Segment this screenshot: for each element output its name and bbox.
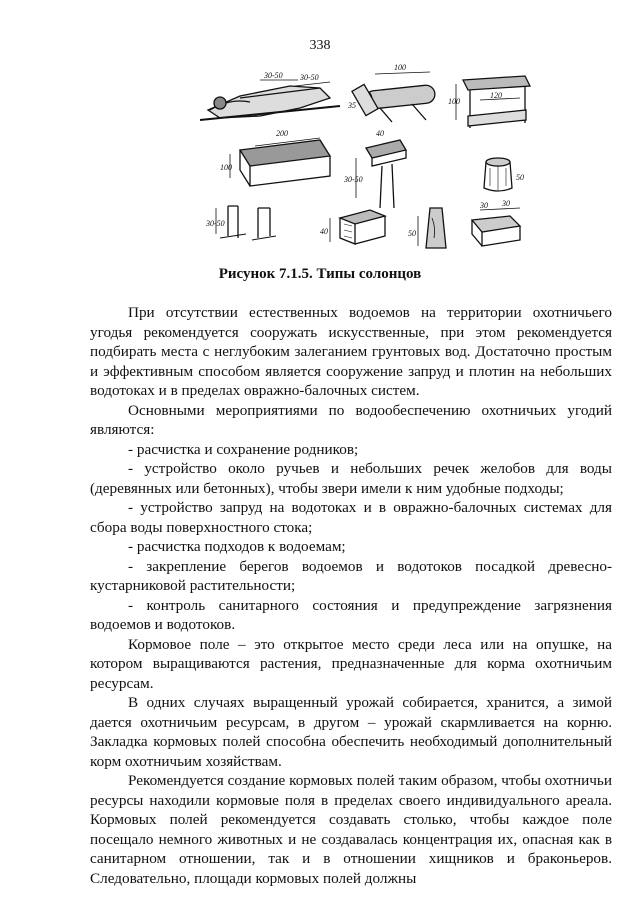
- dim-label: 100: [448, 97, 460, 106]
- list-item: - расчистка подходов к водоемам;: [128, 538, 346, 555]
- ground-log-lick-drawing: [200, 80, 340, 120]
- cut-post-lick-drawing: [216, 206, 276, 240]
- dim-label: 40: [320, 227, 328, 236]
- dim-label: 50: [408, 229, 416, 238]
- long-trough-drawing: [230, 138, 330, 186]
- paragraph: В одних случаях выращенный урожай собирается, хранится, а зимой дается охотничьим ресурсам, в другом – урожай скармливается на корню. Закладка кормовых полей способна обеспечить необходимый дополнительный корм охотничьим хозяйствам.: [90, 694, 612, 770]
- list-item: - устройство около ручьев и небольших речек желобов для воды (деревянных или бетонных), чтобы звери имели к ним удобные подходы;: [90, 460, 612, 497]
- block-lick-drawing: [330, 210, 385, 244]
- dim-label: 100: [394, 63, 406, 72]
- paragraph: Кормовое поле – это открытое место среди леса или на опушке, на котором выращиваются растения, предназначенные для корма охотничьим ресурсам.: [90, 635, 612, 692]
- list-item: - контроль санитарного состояния и предупреждение загрязнения водоемов и водотоков.: [90, 596, 612, 633]
- dim-label: 30: [480, 201, 488, 210]
- paragraph: Основными мероприятиями по водообеспечению охотничьих угодий являются:: [90, 401, 612, 438]
- paragraph: Рекомендуется создание кормовых полей таким образом, чтобы охотничьи ресурсы находили кормовые поля в пределах своего индивидуального ареала. Кормовых полей рекомендуется создавать столько, чтобы каждое поле посещало немного животных и не создавалась концентрация их, опасная как в санитарном отношении, так и в отношении хищников и браконьеров. Следовательно, площади кормовых полей должны: [90, 772, 612, 887]
- dim-label: 30: [502, 199, 510, 208]
- post-box-lick-drawing: [356, 140, 406, 208]
- dim-label: 35: [348, 101, 356, 110]
- dim-label: 120: [490, 91, 502, 100]
- list-item: - закрепление берегов водоемов и водотоков посадкой древесно-кустарниковой растительности;: [90, 557, 612, 594]
- list-item: - расчистка и сохранение родников;: [128, 440, 359, 458]
- dim-label: 40: [376, 129, 384, 138]
- list-item: - устройство запруд на водотоках и в овражно-балочных системах для сбора воды поверхностного стока;: [90, 499, 612, 536]
- salt-lick-figure: [180, 58, 540, 263]
- dim-label: 30-50: [300, 73, 319, 82]
- stump-lick-drawing: [484, 158, 512, 191]
- tree-lick-drawing: [418, 208, 446, 248]
- dim-label: 50: [516, 173, 524, 182]
- roofed-lick-drawing: [456, 76, 530, 128]
- page-number: 338: [309, 38, 331, 53]
- log-lick-drawing: [352, 72, 436, 122]
- figure-caption: Рисунок 7.1.5. Типы солонцов: [218, 266, 422, 282]
- dim-label: 200: [276, 129, 288, 138]
- body-text: [90, 303, 612, 888]
- dim-label: 100: [220, 163, 232, 172]
- open-trough-drawing: [472, 208, 520, 246]
- dim-label: 30-50: [206, 219, 225, 228]
- paragraph: При отсутствии естественных водоемов на территории охотничьего угодья рекомендуется сооружать искусственные, при этом рекомендуется подбирать места с неглубоким залеганием грунтовых вод. Достаточно простым и эффективным способом является сооружение запруд и плотин на небольших водотоках и в пределах овражно-балочных систем.: [90, 304, 612, 399]
- dim-label: 30-50: [264, 71, 283, 80]
- dim-label: 30-50: [344, 175, 363, 184]
